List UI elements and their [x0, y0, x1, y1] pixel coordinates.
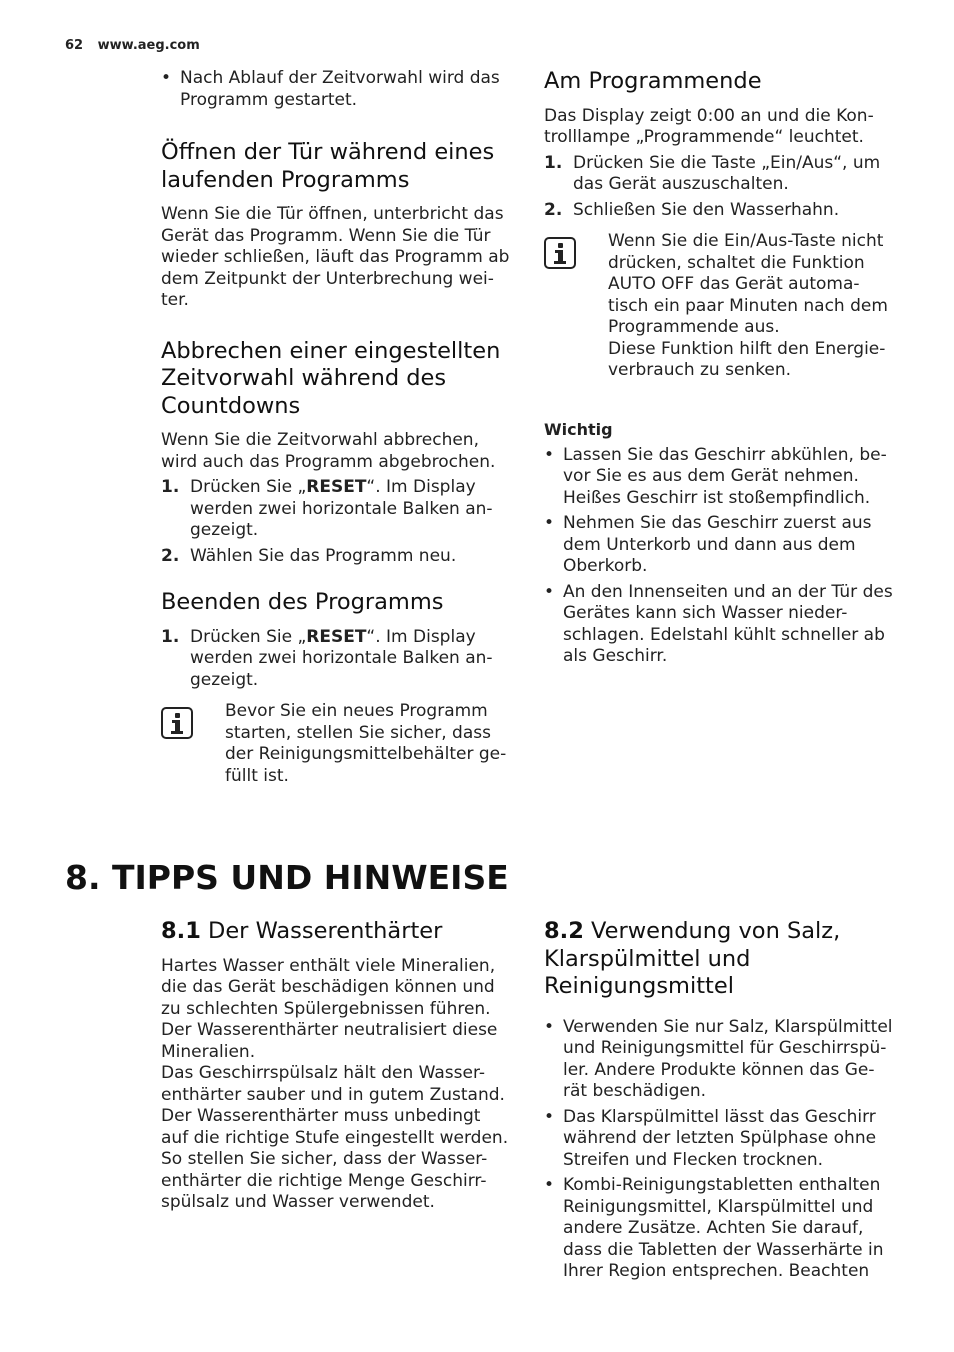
section-title-end-program: Beenden des Programms: [161, 589, 444, 615]
info-text: Diese Funktion hilft den Energie-verbrauch zu senken.: [608, 338, 886, 380]
section-8-2: [544, 918, 894, 1287]
info-note: [161, 701, 511, 787]
list-item: • Verwenden Sie nur Salz, Klarspülmittel und Reinigungsmittel für Geschirrspü-ler. Andere Produkte können das Ge-rät beschädigen.: [544, 1017, 894, 1103]
info-note: [544, 231, 894, 382]
list-item: • Nehmen Sie das Geschirr zuerst aus dem Unterkorb und dann aus dem Oberkorb.: [544, 513, 894, 578]
important-list: [544, 445, 894, 668]
reset-label: RESET: [306, 477, 367, 497]
info-text: Wenn Sie die Ein/Aus-Taste nicht drücken, schaltet die Funktion AUTO OFF das Gerät automa-tisch ein paar Minuten nach dem Programmende aus.: [608, 231, 888, 337]
section-body-program-end: Das Display zeigt 0:00 an und die Kon-trolllampe „Programmende“ leuchtet.: [544, 105, 874, 147]
left-column: [161, 68, 511, 787]
step-item: 2. Schließen Sie den Wasserhahn.: [544, 199, 840, 220]
step-item: 1. Drücken Sie die Taste „Ein/Aus“, um das Gerät auszuschalten.: [544, 152, 881, 194]
important-label: Wichtig: [544, 419, 613, 439]
section-title-salt-detergent: 8.2 Verwendung von Salz, Klarspülmittel und Reinigungsmittel: [544, 918, 841, 999]
list-item: • Nach Ablauf der Zeitvorwahl wird das Programm gestartet.: [161, 68, 511, 111]
page-header: [65, 38, 200, 53]
chapter-text: TIPPS UND HINWEISE: [112, 858, 509, 897]
step-item: 2. Wählen Sie das Programm neu.: [161, 545, 457, 566]
step-item: 1. Drücken Sie „RESET“. Im Display werden zwei horizontale Balken an-gezeigt.: [161, 477, 493, 540]
right-column: [544, 68, 894, 672]
section-body-door: Wenn Sie die Tür öffnen, unterbricht das Gerät das Programm. Wenn Sie die Tür wieder schließen, läuft das Programm ab dem Zeitpunkt der Unterbrechung wei-ter.: [161, 204, 510, 310]
top-bullet-list: [161, 68, 511, 111]
section-title-door: Öffnen der Tür während eines laufenden Programms: [161, 139, 495, 193]
chapter-number: 8.: [65, 858, 101, 897]
section-body-cancel-delay: Wenn Sie die Zeitvorwahl abbrechen, wird auch das Programm abgebrochen.: [161, 430, 496, 472]
list-item: • Kombi-Reinigungstabletten enthalten Reinigungsmittel, Klarspülmittel und andere Zusätze. Achten Sie darauf, dass die Tabletten der Wasserhärte in Ihrer Region entsprechen. Beachten: [544, 1175, 894, 1283]
section-title-cancel-delay: Abbrechen einer eingestellten Zeitvorwahl während des Countdowns: [161, 337, 501, 419]
info-icon: [161, 707, 193, 739]
list-item: • An den Innenseiten und an der Tür des Gerätes kann sich Wasser nieder-schlagen. Edelstahl kühlt schneller ab als Geschirr.: [544, 582, 894, 668]
section-title-water-softener: 8.1 Der Wasserenthärter: [161, 918, 443, 944]
reset-label: RESET: [306, 626, 367, 647]
site-url: www.aeg.com: [97, 38, 200, 53]
info-text: Bevor Sie ein neues Programm starten, stellen Sie sicher, dass der Reinigungsmittelbehälter ge-füllt ist.: [225, 701, 507, 786]
chapter-title: [65, 858, 509, 897]
section-8-1: [161, 918, 511, 1214]
section-body: Hartes Wasser enthält viele Mineralien, die das Gerät beschädigen können und zu schlechten Spülergebnissen führen. Der Wasserenthärter neutralisiert diese Mineralien.: [161, 955, 498, 1062]
salt-detergent-list: [544, 1017, 894, 1283]
step-item: 1. Drücken Sie „RESET“. Im Display werden zwei horizontale Balken an-gezeigt.: [161, 626, 493, 690]
info-icon: [544, 237, 576, 269]
cancel-delay-steps: [161, 477, 511, 567]
section-body: Das Geschirrspülsalz hält den Wasser-enthärter sauber und in gutem Zustand. Der Wasserenthärter muss unbedingt auf die richtige Stufe eingestellt werden. So stellen Sie sicher, dass der Wasser-enthärter die richtige Menge Geschirr-spülsalz und Wasser verwendet.: [161, 1063, 509, 1212]
section-title-program-end: Am Programmende: [544, 68, 762, 94]
list-item: • Lassen Sie das Geschirr abkühlen, be-vor Sie es aus dem Gerät nehmen. Heißes Geschirr ist stoßempfindlich.: [544, 445, 894, 510]
end-program-steps: [161, 627, 511, 692]
page-number: 62: [65, 38, 84, 53]
list-item: • Das Klarspülmittel lässt das Geschirr während der letzten Spülphase ohne Streifen und Flecken trocknen.: [544, 1107, 894, 1172]
program-end-steps: [544, 153, 894, 222]
